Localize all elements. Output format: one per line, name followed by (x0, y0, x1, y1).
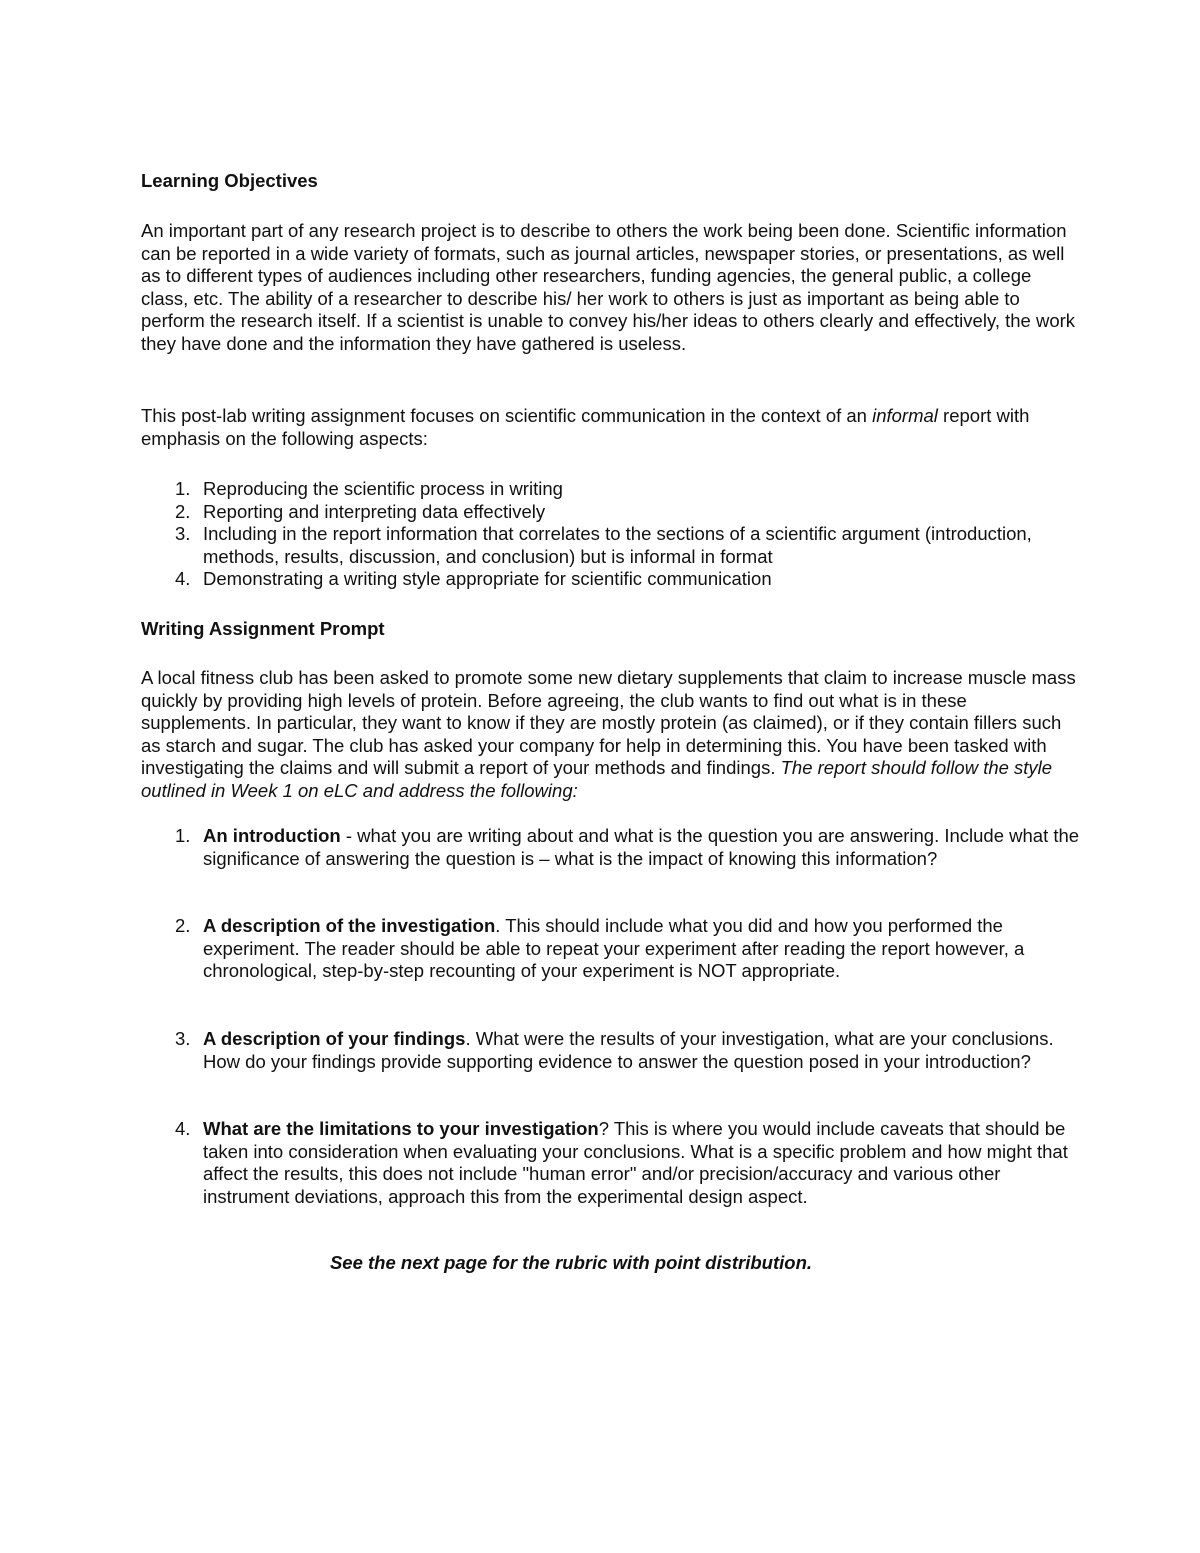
prompt-paragraph (141, 667, 1081, 802)
list-number: 1. (175, 478, 191, 499)
list-item-text: Reproducing the scientific process in writing (203, 478, 563, 499)
aspects-list (141, 478, 1081, 591)
item-title: An introduction (203, 825, 341, 846)
assignment-focus-paragraph (141, 405, 1081, 450)
list-item (141, 1028, 1081, 1073)
list-number: 1. (175, 825, 191, 846)
list-item-text: Demonstrating a writing style appropriate for scientific communication (203, 568, 772, 589)
focus-text-start: This post-lab writing assignment focuses on scientific communication in the context of an (141, 405, 873, 426)
item-text: . This should include what you did and how you performed the experiment. The reader should be able to repeat your experiment after reading the report however, a chronological, step-by-step recounting of your experiment is NOT appropriate. (203, 915, 1025, 981)
list-number: 4. (175, 568, 191, 589)
learning-objectives-paragraph: An important part of any research project is to describe to others the work being been done. Scientific information can be reported in a wide variety of formats, such as journal articles, newspaper stories, or presentations, as well as to different types of audiences including other researchers, funding agencies, the general public, a college class, etc. The ability of a researcher to describe his/ her work to others is just as important as being able to perform the research itself. If a scientist is unable to convey his/her ideas to others clearly and effectively, the work they have done and the information they have gathered is useless. (141, 220, 1076, 354)
list-item (141, 478, 1081, 501)
list-item (141, 915, 1081, 983)
prompt-item-4 (141, 1118, 1081, 1208)
prompt-item-2 (141, 915, 1081, 983)
list-item (141, 825, 1081, 870)
list-number: 3. (175, 523, 191, 544)
writing-prompt-heading: Writing Assignment Prompt (141, 618, 385, 639)
list-item (141, 523, 1081, 568)
item-text: . What were the results of your investigation, what are your conclusions. How do your findings provide supporting evidence to answer the question posed in your introduction? (203, 1028, 1054, 1072)
item-title: A description of the investigation (203, 915, 496, 936)
item-text: - what you are writing about and what is the question you are answering. Include what the significance of answering the question is – what is the impact of knowing this information? (203, 825, 1080, 869)
list-item (141, 568, 1081, 591)
focus-text-end: report with emphasis on the following aspects: (141, 405, 1030, 449)
item-text: ? This is where you would include caveats that should be taken into consideration when evaluating your conclusions. What is a specific problem and how might that affect the results, this does not include "human error" and/or precision/accuracy and various other instrument deviations, approach this from the experimental design aspect. (203, 1118, 1068, 1207)
prompt-item-3 (141, 1028, 1081, 1073)
rubric-note: See the next page for the rubric with point distribution. (329, 1252, 813, 1273)
item-title: What are the limitations to your investigation (203, 1118, 599, 1139)
item-title: A description of your findings (203, 1028, 466, 1049)
list-number: 4. (175, 1118, 191, 1139)
learning-objectives-heading: Learning Objectives (141, 170, 318, 191)
list-number: 2. (175, 500, 191, 522)
list-item-text: Including in the report information that correlates to the sections of a scientific argument (introduction, methods, results, discussion, and conclusion) but is informal in format (203, 523, 1032, 567)
list-item (141, 501, 1081, 524)
list-item-text: Reporting and interpreting data effectively (203, 500, 546, 522)
prompt-paragraph-text: A local fitness club has been asked to promote some new dietary supplements that claim to increase muscle mass quickly by providing high levels of protein. Before agreeing, the club wants to find out what is in these supplements. In particular, they want to know if they are mostly protein (as claimed), or if they contain fillers such as starch and sugar. The club has asked your company for help in determining this. You have been tasked with investigating the claims and will submit a report of your methods and findings. (141, 667, 1076, 778)
focus-text-informal: informal (872, 405, 938, 426)
list-number: 3. (175, 1028, 191, 1049)
prompt-paragraph-italic: The report should follow the style outlined in Week 1 on eLC and address the following: (141, 757, 1053, 801)
prompt-item-1 (141, 825, 1081, 870)
list-item (141, 1118, 1081, 1208)
list-number: 2. (175, 915, 191, 936)
